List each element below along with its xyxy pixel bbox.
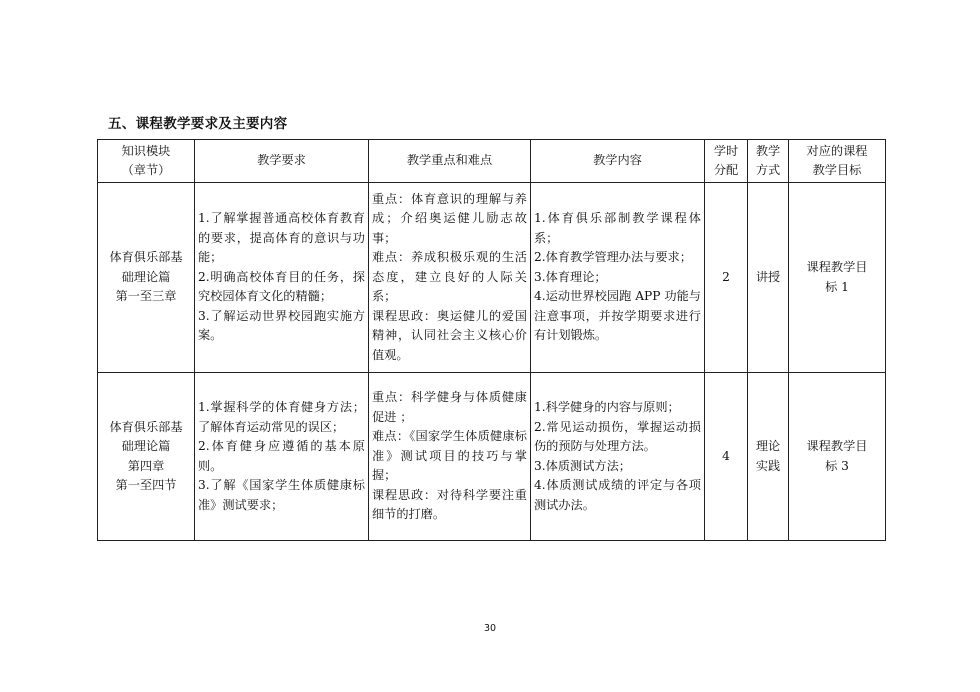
table-header-row — [98, 140, 886, 183]
course-content-table — [97, 139, 886, 541]
hours-cell: 2 — [705, 183, 748, 373]
content-cell: 1.体育俱乐部制教学课程体系； 2.体育教学管理办法与要求； 3.体育理论； 4.运动世界校园跑 APP 功能与注意事项，并按学期要求进行有计划锻炼。 — [531, 183, 705, 373]
header-key-points: 教学重点和难点 — [369, 140, 531, 183]
requirements-cell: 1.了解掌握普通高校体育教育的要求，提高体育的意识与功能； 2.明确高校体育目的任务，探究校园体育文化的精髓； 3.了解运动世界校园跑实施方案。 — [195, 183, 369, 373]
header-objective: 对应的课程 教学目标 — [789, 140, 886, 183]
requirements-cell: 1.掌握科学的体育健身方法；了解体育运动常见的误区； 2.体育健身应遵循的基本原则。 3.了解《国家学生体质健康标准》测试要求； — [195, 373, 369, 541]
header-module: 知识模块 （章节） — [98, 140, 195, 183]
table-row — [98, 373, 886, 541]
header-hours: 学时 分配 — [705, 140, 748, 183]
page-number: 30 — [483, 623, 497, 634]
content-cell: 1.科学健身的内容与原则； 2.常见运动损伤，掌握运动损伤的预防与处理方法。 3.体质测试方法； 4.体质测试成绩的评定与各项测试办法。 — [531, 373, 705, 541]
module-cell: 体育俱乐部基 础理论篇 第一至三章 — [98, 183, 195, 373]
objective-cell: 课程教学目 标 3 — [789, 373, 886, 541]
key-points-cell: 重点：科学健身与体质健康促进 ； 难点：《国家学生体质健康标准》测试项目的技巧与掌握； 课程思政：对待科学要注重细节的打磨。 — [369, 373, 531, 541]
header-requirements: 教学要求 — [195, 140, 369, 183]
header-method: 教学 方式 — [748, 140, 789, 183]
objective-cell: 课程教学目 标 1 — [789, 183, 886, 373]
method-cell: 讲授 — [748, 183, 789, 373]
hours-cell: 4 — [705, 373, 748, 541]
header-content: 教学内容 — [531, 140, 705, 183]
module-cell: 体育俱乐部基 础理论篇 第四章 第一至四节 — [98, 373, 195, 541]
method-cell: 理论 实践 — [748, 373, 789, 541]
key-points-cell: 重点：体育意识的理解与养成；介绍奥运健儿励志故事； 难点：养成积极乐观的生活态度，建立良好的人际关系； 课程思政：奥运健儿的爱国精神，认同社会主义核心价值观。 — [369, 183, 531, 373]
section-title: 五、课程教学要求及主要内容 — [108, 116, 288, 132]
table-row — [98, 183, 886, 373]
